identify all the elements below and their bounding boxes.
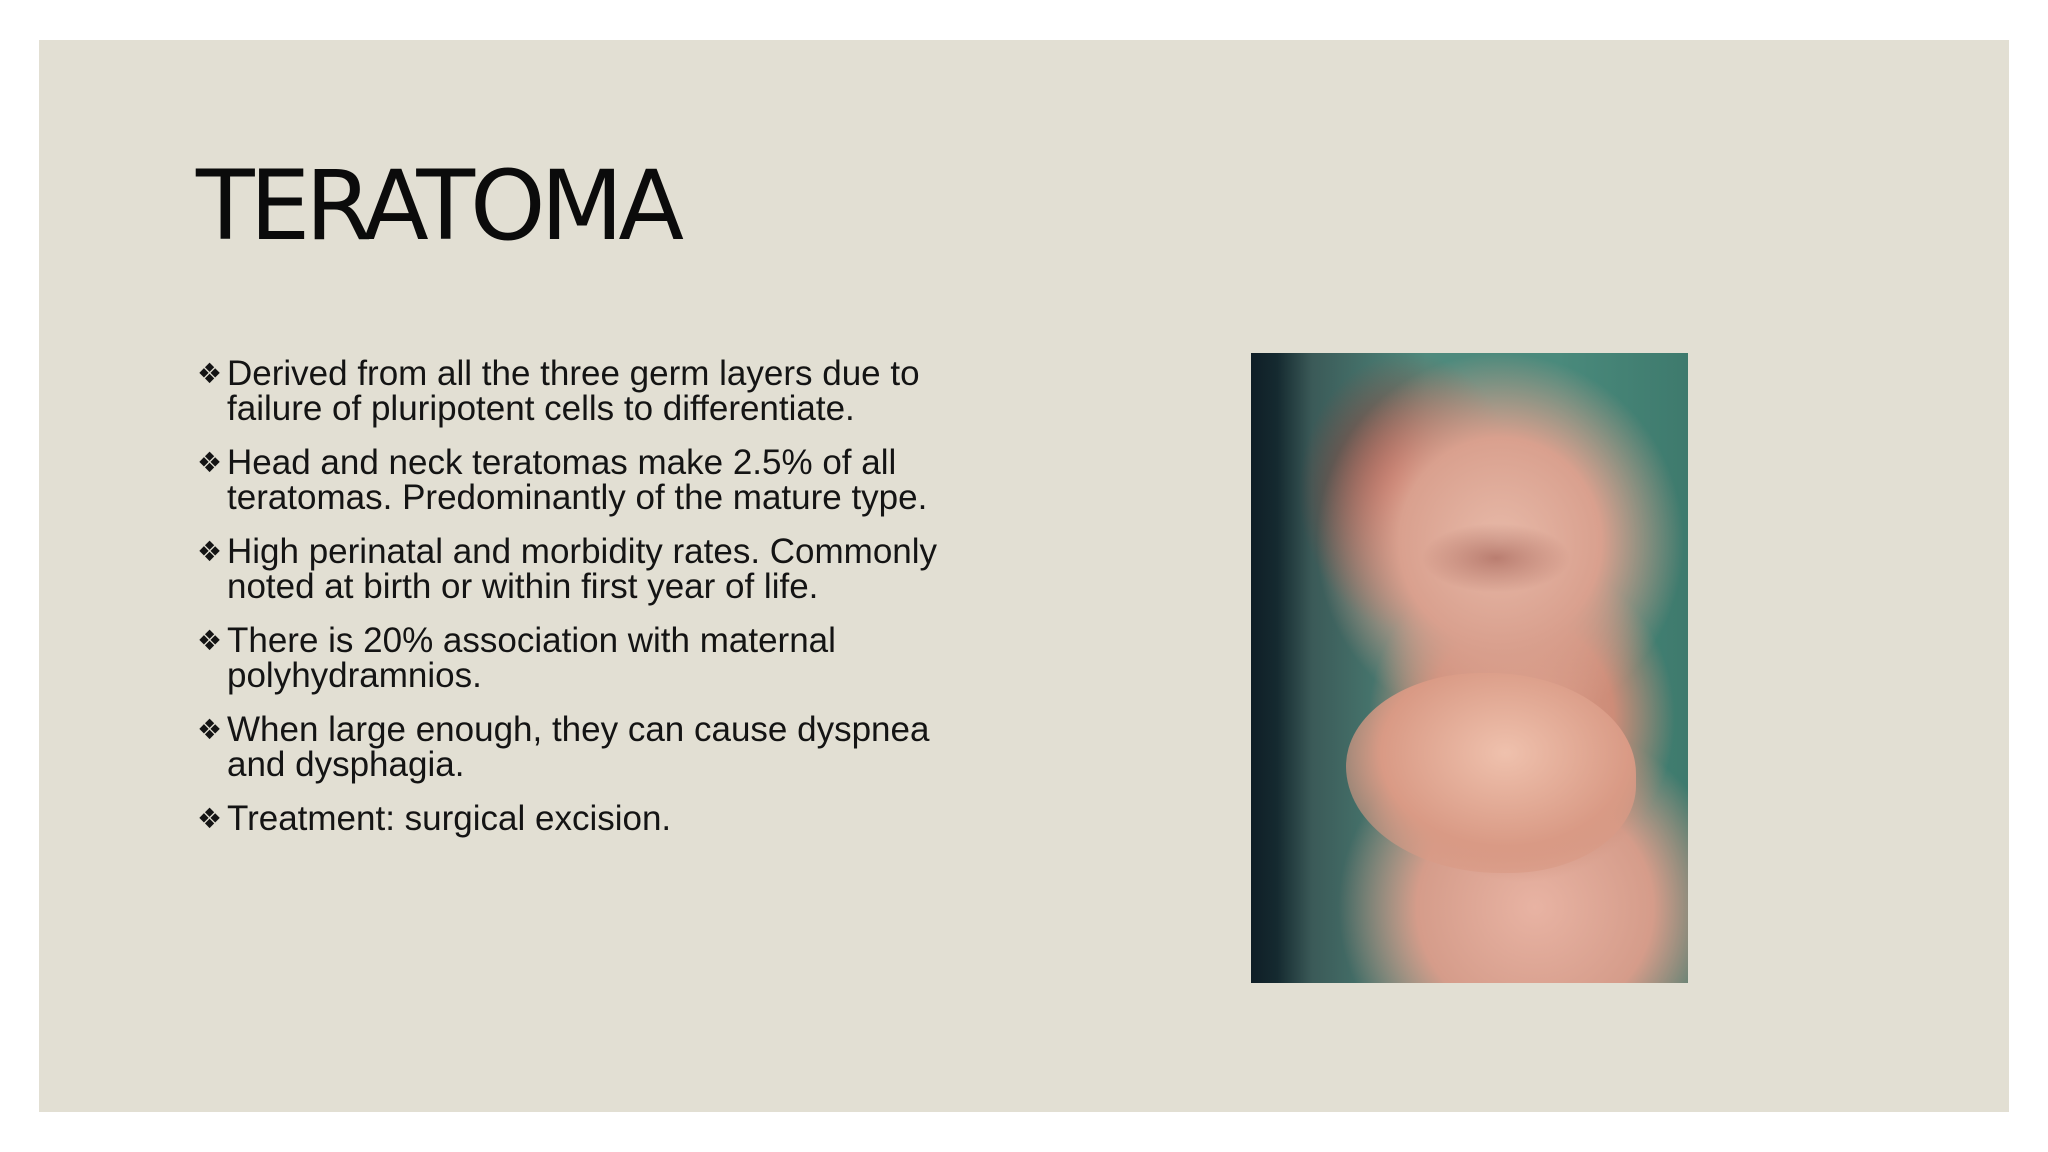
bullet-text: Head and neck teratomas make 2.5% of all teratomas. Predominantly of the mature type. xyxy=(227,443,928,517)
bullet-text: When large enough, they can cause dyspnea and dysphagia. xyxy=(227,710,930,784)
diamond-bullet-icon: ❖ xyxy=(197,802,223,835)
bullet-text: Treatment: surgical excision. xyxy=(227,799,672,838)
list-item xyxy=(197,712,997,782)
diamond-bullet-icon: ❖ xyxy=(197,713,223,746)
bullet-text: There is 20% association with maternal polyhydramnios. xyxy=(227,621,836,695)
photo-neck-mass xyxy=(1346,673,1636,873)
slide xyxy=(39,40,2009,1112)
list-item xyxy=(197,801,997,836)
list-item xyxy=(197,356,997,426)
bullet-list xyxy=(197,356,997,855)
diamond-bullet-icon: ❖ xyxy=(197,357,223,390)
diamond-bullet-icon: ❖ xyxy=(197,446,223,479)
list-item xyxy=(197,445,997,515)
photo-face-shading xyxy=(1421,523,1571,593)
bullet-text: Derived from all the three germ layers due to failure of pluripotent cells to differentiate. xyxy=(227,354,920,428)
list-item xyxy=(197,534,997,604)
diamond-bullet-icon: ❖ xyxy=(197,624,223,657)
patient-photo xyxy=(1251,353,1688,983)
slide-title: TERATOMA xyxy=(196,150,680,262)
bullet-text: High perinatal and morbidity rates. Commonly noted at birth or within first year of life. xyxy=(227,532,938,606)
list-item xyxy=(197,623,997,693)
diamond-bullet-icon: ❖ xyxy=(197,535,223,568)
